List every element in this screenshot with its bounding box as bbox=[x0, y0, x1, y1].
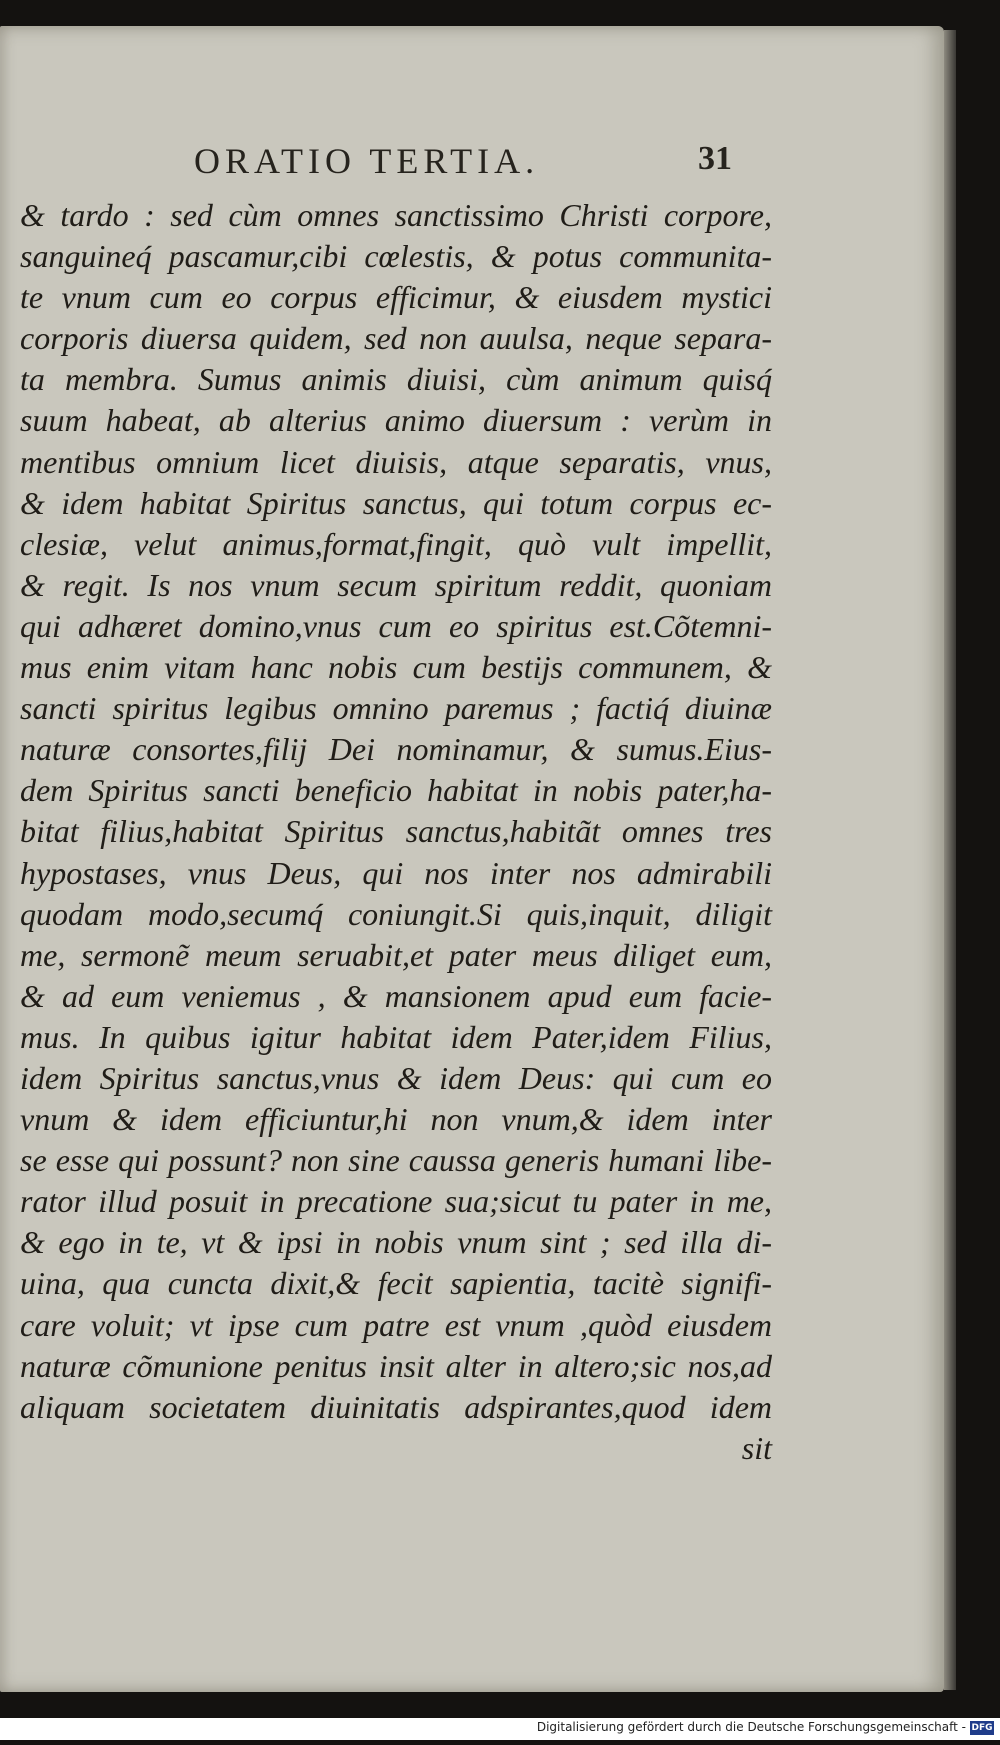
text-line: corporis diuersa quidem, sed non auulsa, neque separa- bbox=[20, 320, 772, 357]
text-line: qui adhæret domino,vnus cum eo spiritus est.Cõtemni- bbox=[20, 607, 772, 644]
text-line: sit bbox=[741, 1429, 772, 1466]
text-line: care voluit; vt ipse cum patre est vnum ,quòd eiusdem bbox=[20, 1306, 772, 1343]
body-text bbox=[20, 195, 772, 1469]
text-line: sanguineq́ pascamur,cibi cœlestis, & potus communita- bbox=[20, 238, 772, 275]
text-line: ta membra. Sumus animis diuisi, cùm animum quisq́ bbox=[20, 361, 772, 398]
dfg-logo: DFG bbox=[971, 1723, 993, 1733]
text-line: aliquam societatem diuinitatis adspirantes,quod idem bbox=[20, 1388, 772, 1425]
text-line: & ego in te, vt & ipsi in nobis vnum sint ; sed illa di- bbox=[20, 1224, 772, 1261]
digitization-footer bbox=[0, 1718, 1000, 1740]
text-line: bitat filius,habitat Spiritus sanctus,habitãt omnes tres bbox=[20, 813, 772, 850]
text-line: hypostases, vnus Deus, qui nos inter nos admirabili bbox=[20, 854, 772, 891]
text-line: quodam modo,secumq́ coniungit.Si quis,inquit, diligit bbox=[20, 895, 772, 932]
text-line: mus. In quibus igitur habitat idem Pater,idem Filius, bbox=[20, 1018, 772, 1055]
dfg-credit: Digitalisierung gefördert durch die Deutsche Forschungsgemeinschaft - bbox=[536, 1720, 966, 1734]
page-number: 31 bbox=[698, 140, 732, 177]
text-line: se esse qui possunt? non sine caussa generis humani libe- bbox=[20, 1142, 772, 1179]
running-head: ORATIO TERTIA. bbox=[194, 141, 540, 181]
text-line: idem Spiritus sanctus,vnus & idem Deus: qui cum eo bbox=[20, 1059, 772, 1096]
text-line: & ad eum veniemus , & mansionem apud eum facie- bbox=[20, 977, 772, 1014]
text-line: te vnum cum eo corpus efficimur, & eiusdem mystici bbox=[20, 279, 772, 316]
text-line: & idem habitat Spiritus sanctus, qui totum corpus ec- bbox=[20, 484, 772, 521]
text-line: sancti spiritus legibus omnino paremus ; factiq́ diuinæ bbox=[20, 690, 772, 727]
text-line: suum habeat, ab alterius animo diuersum : verùm in bbox=[20, 402, 772, 439]
text-line: vnum & idem efficiuntur,hi non vnum,& idem inter bbox=[20, 1101, 772, 1138]
text-line: naturæ consortes,filij Dei nominamur, & sumus.Eius- bbox=[20, 731, 772, 768]
page-edge bbox=[944, 30, 956, 1690]
text-line: me, sermonẽ meum seruabit,et pater meus diliget eum, bbox=[20, 936, 772, 973]
text-line: uina, qua cuncta dixit,& fecit sapientia, tacitè signifi- bbox=[20, 1265, 772, 1302]
text-line: rator illud posuit in precatione sua;sicut tu pater in me, bbox=[20, 1183, 772, 1220]
text-line: & regit. Is nos vnum secum spiritum reddit, quoniam bbox=[20, 566, 772, 603]
text-line: dem Spiritus sancti beneficio habitat in nobis pater,ha- bbox=[20, 772, 772, 809]
text-line: naturæ cõmunione penitus insit alter in altero;sic nos,ad bbox=[20, 1347, 772, 1384]
page-header bbox=[0, 140, 944, 190]
text-line: mus enim vitam hanc nobis cum bestijs communem, & bbox=[20, 649, 772, 686]
text-line: & tardo : sed cùm omnes sanctissimo Christi corpore, bbox=[20, 197, 772, 233]
text-line: mentibus omnium licet diuisis, atque separatis, vnus, bbox=[20, 443, 772, 480]
text-line: clesiæ, velut animus,format,fingit, quò vult impellit, bbox=[20, 525, 772, 562]
